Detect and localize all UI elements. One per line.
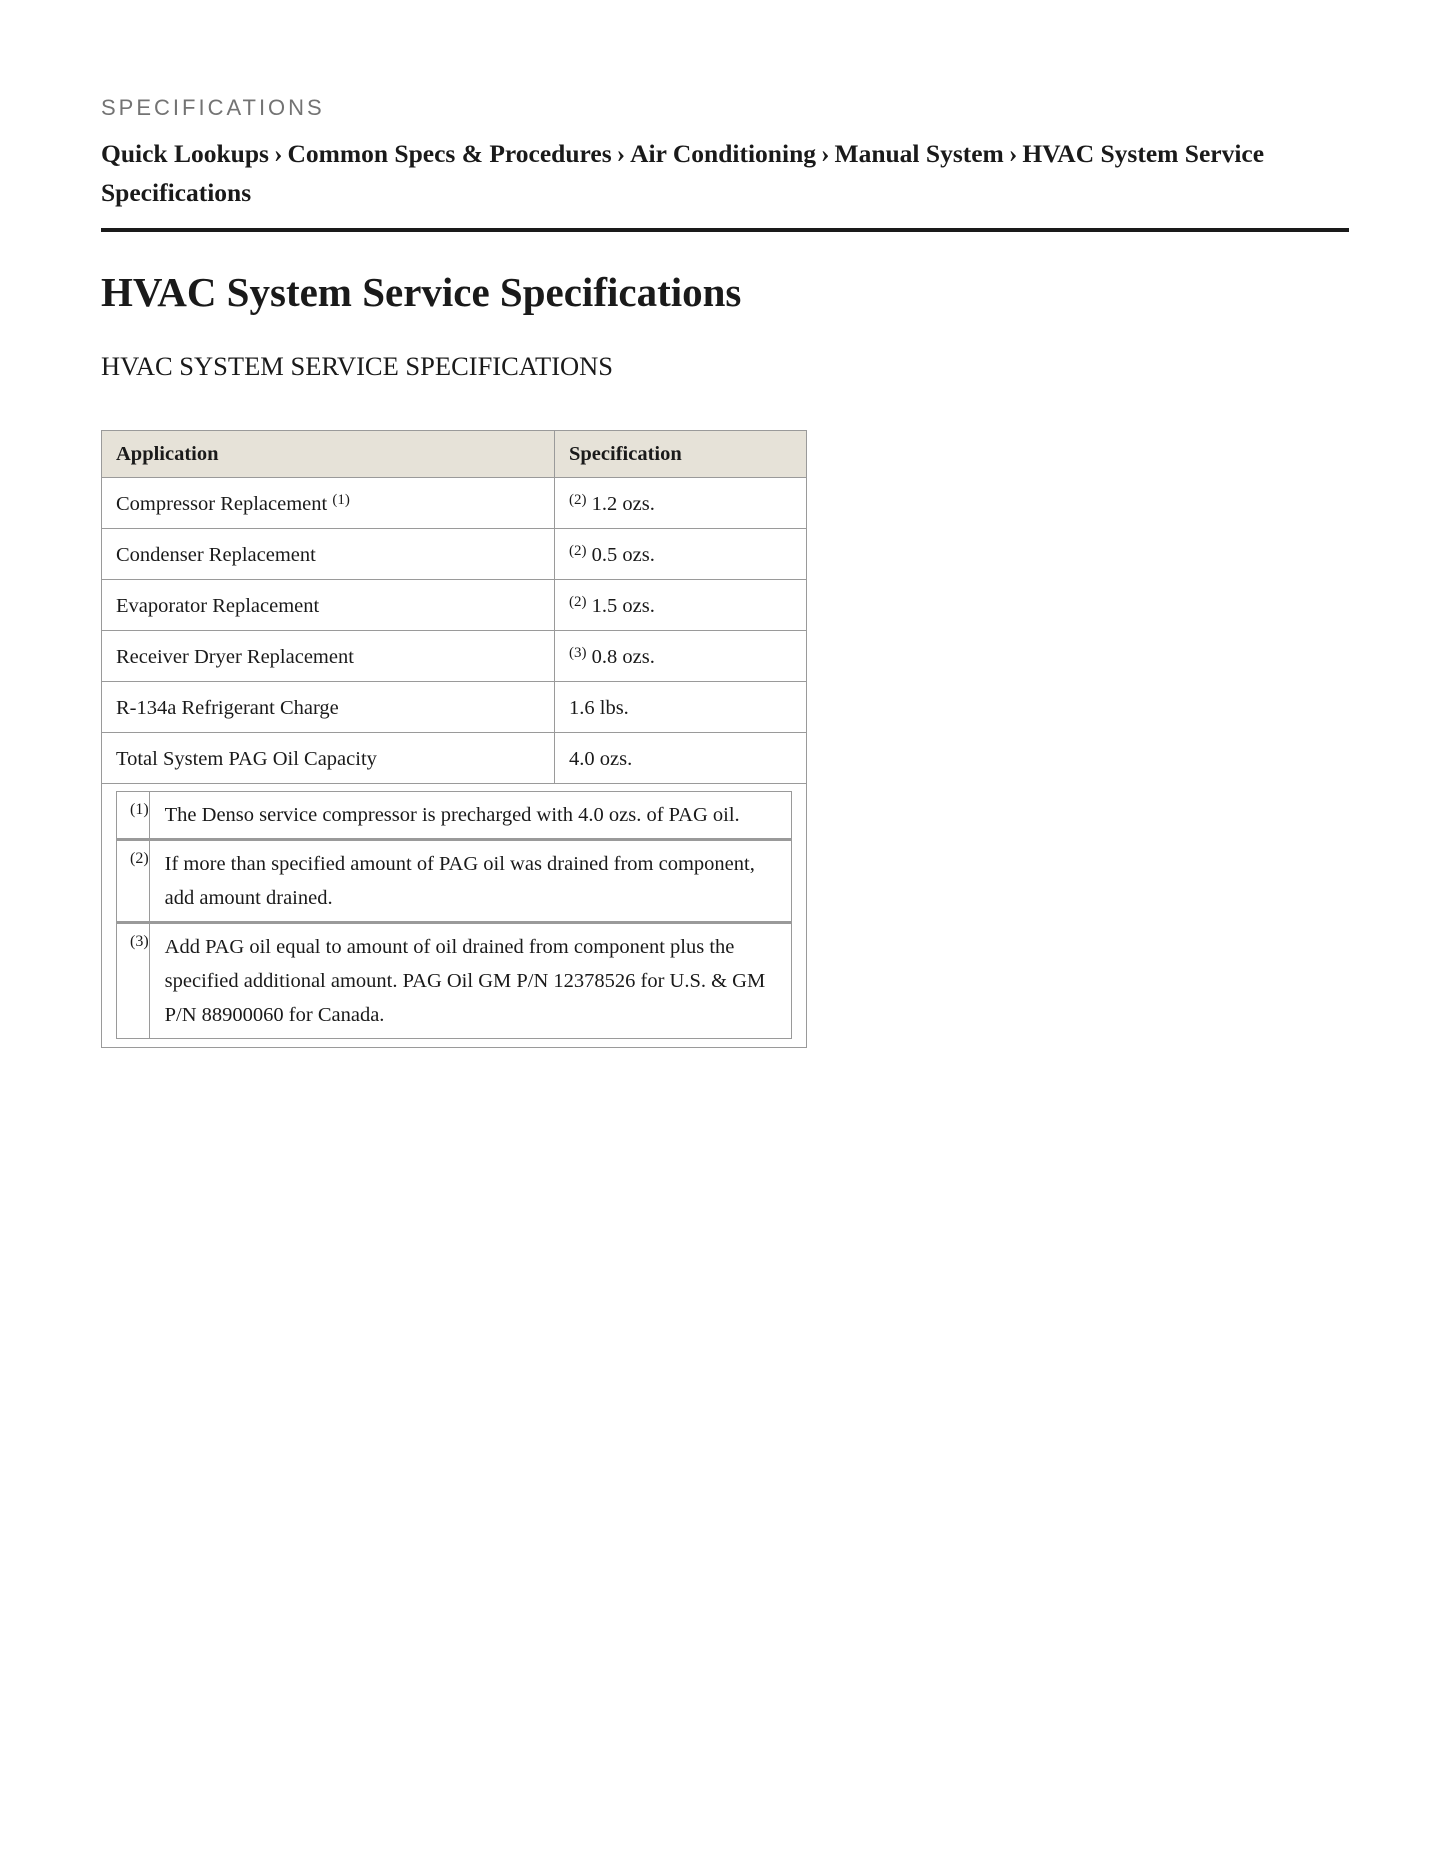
application-cell [102,682,555,733]
footnote-ref: (3) [569,645,587,661]
table-row [102,631,807,682]
application-text: Total System PAG Oil Capacity [116,748,377,770]
footnote-mark: (2) [117,840,150,923]
footnote-ref: (2) [569,543,587,559]
specification-cell [555,733,807,784]
footnote-mark: (1) [117,792,150,840]
application-cell [102,529,555,580]
application-cell [102,733,555,784]
application-text: Condenser Replacement [116,544,316,566]
table-row [102,580,807,631]
specification-value: 1.6 lbs. [569,697,629,719]
footnote-row [117,923,792,1039]
footnote-text: The Denso service compressor is precharged with 4.0 ozs. of PAG oil. [149,792,791,840]
footnotes-row [102,784,807,1048]
column-header-application: Application [102,431,555,478]
specification-value: 0.5 ozs. [591,544,655,566]
breadcrumb-item-current-page: HVAC System Service Specifications [101,139,1265,207]
specification-cell [555,682,807,733]
breadcrumb-separator: › [273,139,283,168]
breadcrumb-item-air-conditioning[interactable]: Air Conditioning [630,139,816,168]
footnote-row [117,840,792,923]
footnote-row [117,792,792,840]
breadcrumb-item-common-specs[interactable]: Common Specs & Procedures [287,139,612,168]
section-kicker: SPECIFICATIONS [101,95,325,120]
footnote-ref: (2) [569,594,587,610]
footnote-text: If more than specified amount of PAG oil was drained from component, add amount drained. [149,840,791,923]
breadcrumb-separator: › [616,139,626,168]
application-text: Receiver Dryer Replacement [116,646,354,668]
breadcrumb-separator: › [821,139,830,168]
footnote-ref: (2) [569,492,587,508]
breadcrumb-separator: › [1008,139,1018,168]
column-header-specification: Specification [555,431,807,478]
table-row [102,682,807,733]
table-row [102,529,807,580]
footnote-text: Add PAG oil equal to amount of oil drained from component plus the specified additional amount. PAG Oil GM P/N 12378526 for U.S. & GM P/N 88900060 for Canada. [149,923,791,1039]
breadcrumb [101,134,1351,212]
specification-value: 1.5 ozs. [591,595,655,617]
footnote-mark: (3) [117,923,150,1039]
application-cell [102,631,555,682]
specification-value: 4.0 ozs. [569,748,633,770]
spec-table [101,430,807,1048]
specification-cell [555,478,807,529]
application-text: Compressor Replacement [116,493,328,515]
specification-cell [555,631,807,682]
section-title: HVAC SYSTEM SERVICE SPECIFICATIONS [101,351,614,381]
application-text: R-134a Refrigerant Charge [116,697,339,719]
specification-cell [555,529,807,580]
table-row [102,478,807,529]
application-cell [102,580,555,631]
specification-cell [555,580,807,631]
header-divider [101,228,1349,232]
page-title: HVAC System Service Specifications [101,269,742,315]
specification-value: 0.8 ozs. [591,646,655,668]
specification-value: 1.2 ozs. [591,493,655,515]
breadcrumb-item-manual-system[interactable]: Manual System [834,139,1004,168]
footnote-ref: (1) [332,492,350,508]
table-header-row [102,431,807,478]
footnotes-cell [102,784,807,1048]
table-row [102,733,807,784]
application-cell [102,478,555,529]
breadcrumb-item-quick-lookups[interactable]: Quick Lookups [101,139,269,168]
footnotes-table [116,791,792,1039]
application-text: Evaporator Replacement [116,595,320,617]
